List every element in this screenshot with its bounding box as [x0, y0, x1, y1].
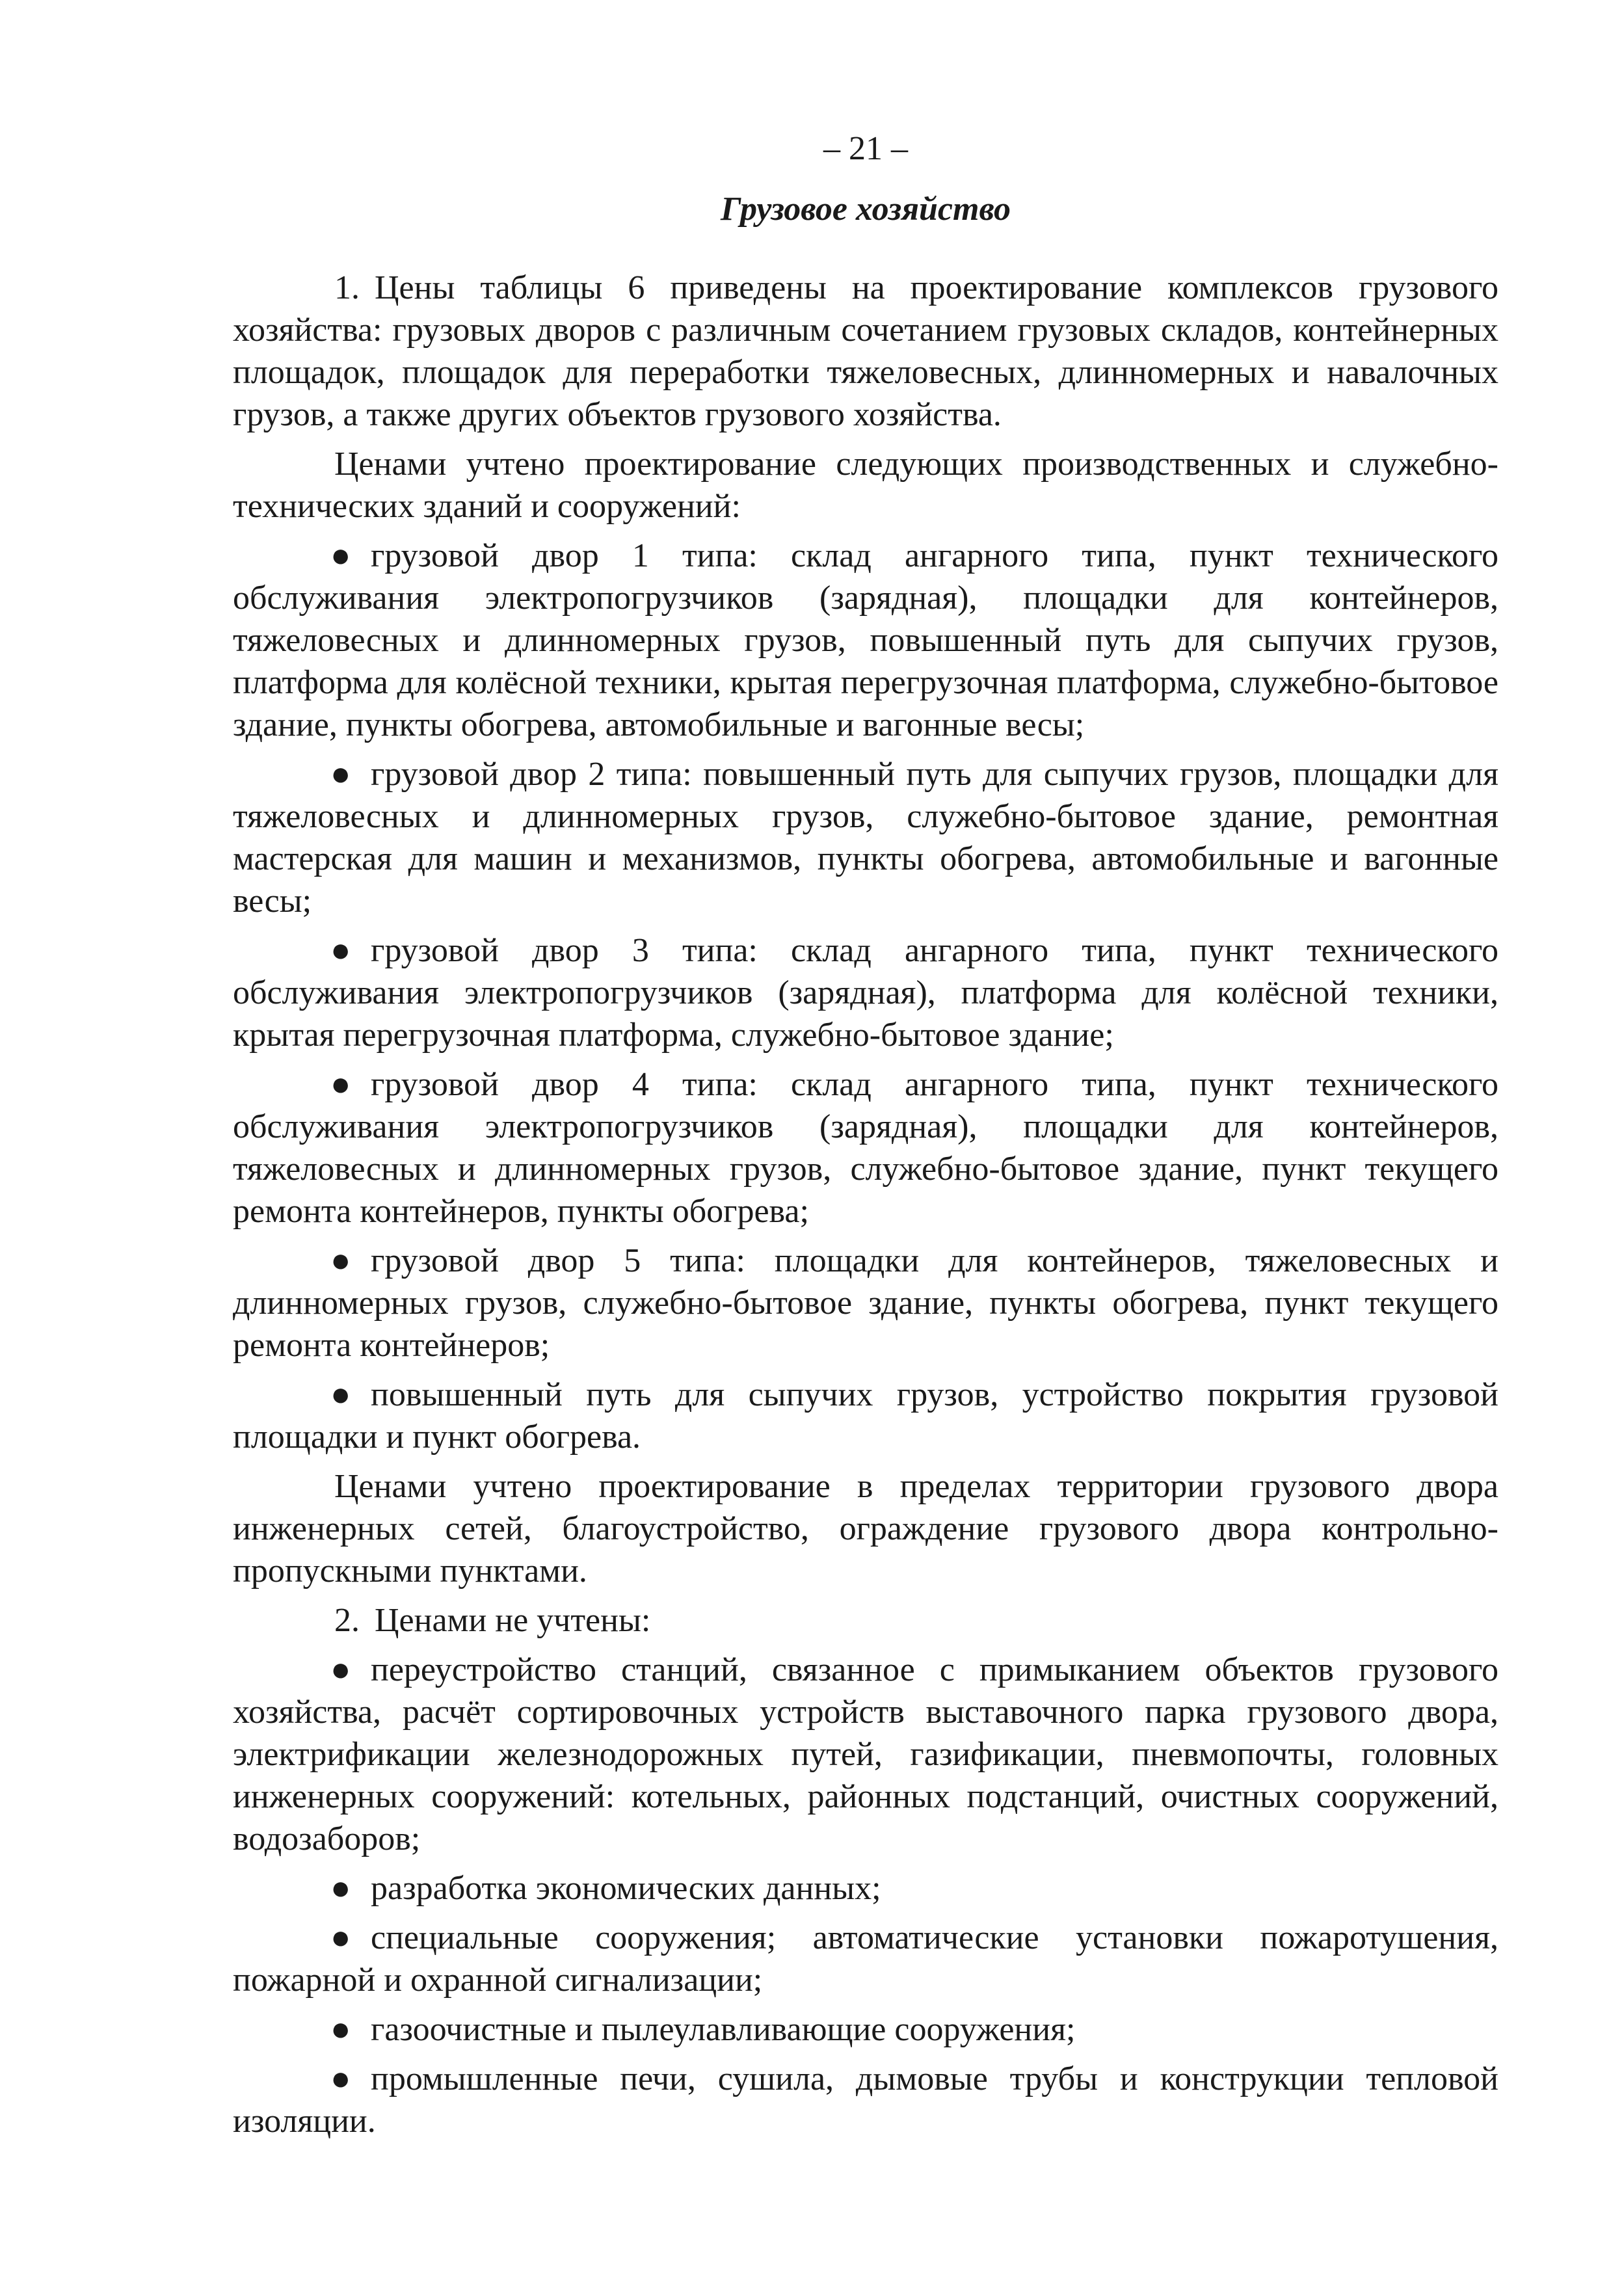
- list-item-text: грузовой двор 3 типа: склад ангарного типа, пункт технического обслуживания электропогрузчиков (зарядная), платформа для колёсной техники, крытая перегрузочная платформа, служебно-бытовое здание;: [233, 932, 1498, 1054]
- list-item: [233, 929, 1498, 1056]
- section-title: Грузовое хозяйство: [721, 191, 1011, 228]
- bullet-icon: ●: [330, 2011, 351, 2048]
- bullet-icon: ●: [330, 1242, 351, 1279]
- item-number-1: 1.: [334, 269, 360, 306]
- list-item: [233, 1240, 1498, 1366]
- bullet-icon: ●: [330, 756, 351, 793]
- bullet-icon: ●: [330, 1870, 351, 1907]
- bullet-icon: ●: [330, 1651, 351, 1688]
- list-item: [233, 1917, 1498, 2001]
- list-item-text: промышленные печи, сушила, дымовые трубы и конструкции тепловой изоляции.: [233, 2060, 1498, 2140]
- list-item: [233, 1063, 1498, 1232]
- paragraph-1-text: Цены таблицы 6 приведены на проектирование комплексов грузового хозяйства: грузовых дворов с различным сочетанием грузовых складов, контейнерных площадок, площадок для переработки тяжеловесных, длинномерных и навалочных грузов, а также других объектов грузового хозяйства.: [233, 269, 1498, 433]
- list-item-text: специальные сооружения; автоматические установки пожаротушения, пожарной и охранной сигнализации;: [233, 1919, 1498, 1999]
- bullet-list-2: [233, 1649, 1498, 2142]
- list-item-text: повышенный путь для сыпучих грузов, устройство покрытия грузовой площадки и пункт обогрева.: [233, 1376, 1498, 1456]
- bullet-icon: ●: [330, 932, 351, 969]
- list-item-text: грузовой двор 5 типа: площадки для контейнеров, тяжеловесных и длинномерных грузов, служебно-бытовое здание, пункты обогрева, пункт текущего ремонта контейнеров;: [233, 1242, 1498, 1364]
- list-item-text: переустройство станций, связанное с примыканием объектов грузового хозяйства, расчёт сортировочных устройств выставочного парка грузового двора, электрификации железнодорожных путей, газификации, пневмопочты, головных инженерных сооружений: котельных, районных подстанций, очистных сооружений, водозаборов;: [233, 1651, 1498, 1857]
- document-page: [233, 127, 1498, 2149]
- bullet-list-1: [233, 535, 1498, 1458]
- list-item: [233, 2058, 1498, 2142]
- paragraph-1: [233, 267, 1498, 436]
- paragraph-2-text: Ценами не учтены:: [375, 1602, 651, 1639]
- list-item: [233, 1649, 1498, 1860]
- list-item-text: грузовой двор 1 типа: склад ангарного типа, пункт технического обслуживания электропогрузчиков (зарядная), площадки для контейнеров, тяжеловесных и длинномерных грузов, повышенный путь для сыпучих грузов, платформа для колёсной техники, крытая перегрузочная платформа, служебно-бытовое здание, пункты обогрева, автомобильные и вагонные весы;: [233, 537, 1498, 743]
- list-item: [233, 535, 1498, 746]
- bullet-icon: ●: [330, 2060, 351, 2097]
- list-item: [233, 753, 1498, 922]
- list-item: [233, 1867, 1498, 1909]
- list-item-text: грузовой двор 4 типа: склад ангарного типа, пункт технического обслуживания электропогрузчиков (зарядная), площадки для контейнеров, тяжеловесных и длинномерных грузов, служебно-бытовое здание, пункт текущего ремонта контейнеров, пункты обогрева;: [233, 1066, 1498, 1230]
- paragraph-intro: Ценами учтено проектирование следующих производственных и служебно-технических зданий и сооружений:: [233, 446, 1498, 525]
- bullet-icon: ●: [330, 1919, 351, 1956]
- bullet-icon: ●: [330, 1066, 351, 1103]
- list-item-text: разработка экономических данных;: [371, 1870, 881, 1907]
- page-number: – 21 –: [823, 130, 908, 167]
- paragraph-outro: Ценами учтено проектирование в пределах территории грузового двора инженерных сетей, благоустройство, ограждение грузового двора контрольно-пропускными пунктами.: [233, 1468, 1498, 1590]
- paragraph-2: [233, 1599, 1498, 1642]
- item-number-2: 2.: [334, 1602, 360, 1639]
- list-item-text: газоочистные и пылеулавливающие сооружения;: [371, 2011, 1076, 2048]
- bullet-icon: ●: [330, 1376, 351, 1413]
- bullet-icon: ●: [330, 537, 351, 574]
- list-item-text: грузовой двор 2 типа: повышенный путь для сыпучих грузов, площадки для тяжеловесных и длинномерных грузов, служебно-бытовое здание, ремонтная мастерская для машин и механизмов, пункты обогрева, автомобильные и вагонные весы;: [233, 756, 1498, 920]
- list-item: [233, 2008, 1498, 2051]
- list-item: [233, 1374, 1498, 1458]
